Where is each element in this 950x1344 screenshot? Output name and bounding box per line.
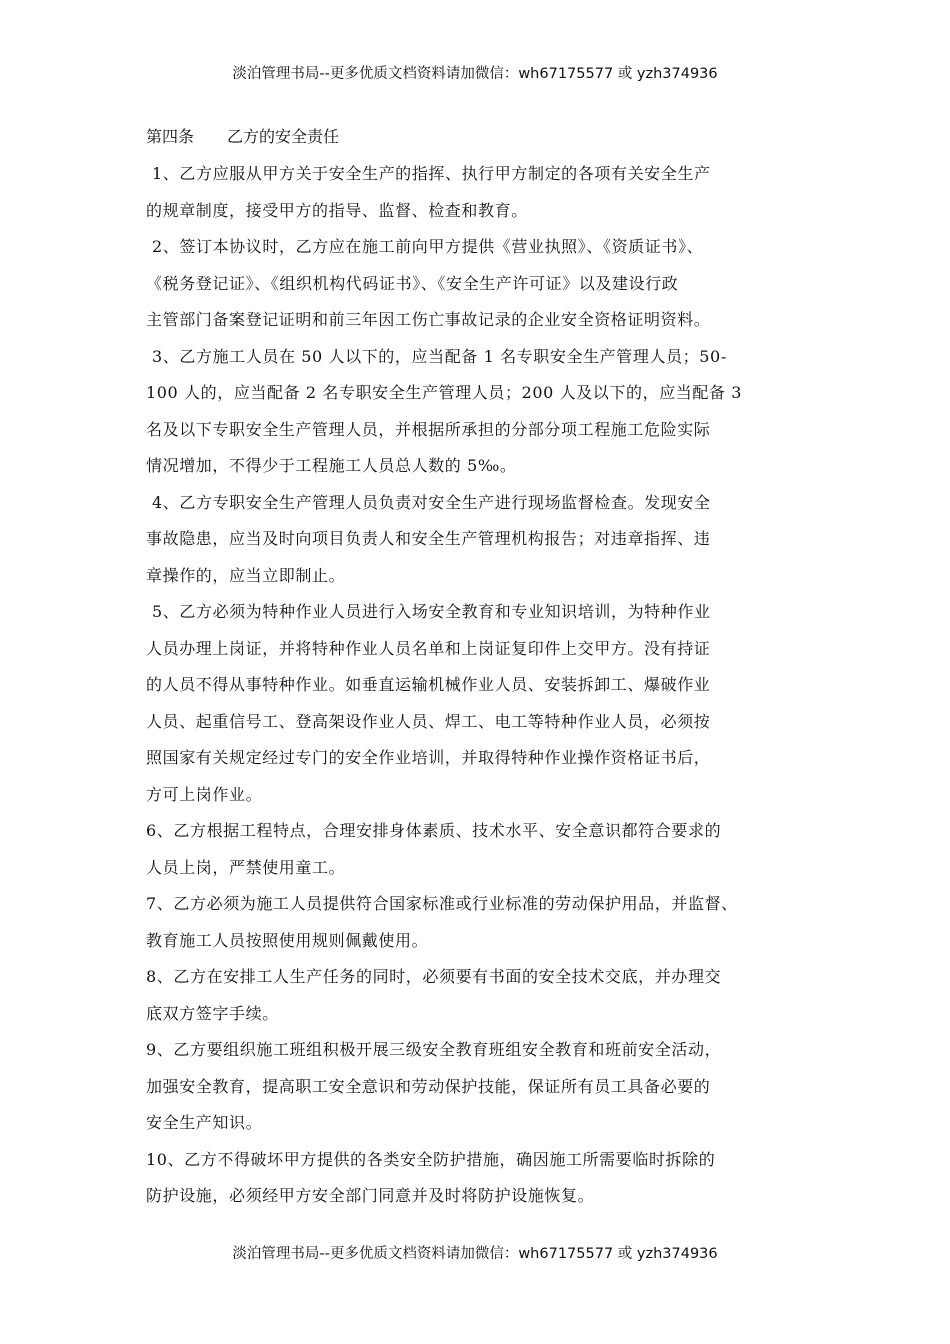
paragraph-line: 6、乙方根据工程特点，合理安排身体素质、技术水平、安全意识都符合要求的	[146, 821, 722, 840]
paragraph-line: 人员、起重信号工、登高架设作业人员、焊工、电工等特种作业人员，必须按	[146, 711, 711, 731]
paragraph-line: 防护设施，必须经甲方安全部门同意并及时将防护设施恢复。	[146, 1186, 595, 1205]
paragraph-line: 5、乙方必须为特种作业人员进行入场安全教育和专业知识培训，为特种作业	[152, 602, 711, 621]
paragraph-line: 3、乙方施工人员在 50 人以下的，应当配备 1 名专职安全生产管理人员；50-	[152, 346, 727, 366]
paragraph-line: 2、签订本协议时，乙方应在施工前向甲方提供《营业执照》、《资质证书》、	[152, 237, 704, 256]
paragraph-line: 的人员不得从事特种作业。如垂直运输机械作业人员、安装拆卸工、爆破作业	[146, 675, 711, 694]
document-body	[146, 123, 824, 1215]
paragraph-line: 人员上岗，严禁使用童工。	[146, 857, 346, 877]
paragraph-line: 章操作的，应当立即制止。	[146, 565, 346, 585]
paragraph-line: 照国家有关规定经过专门的安全作业培训，并取得特种作业操作资格证书后，	[146, 748, 711, 767]
paragraph-line: 100 人的，应当配备 2 名专职安全生产管理人员；200 人及以下的，应当配备 3	[146, 383, 743, 402]
paragraph-line: 安全生产知识。	[146, 1113, 263, 1132]
paragraph-line: 加强安全教育，提高职工安全意识和劳动保护技能，保证所有员工具备必要的	[146, 1076, 711, 1096]
page-footer: 淡泊管理书局--更多优质文档资料请加微信：wh67175577 或 yzh374936	[232, 1246, 718, 1262]
paragraph-line: 主管部门备案登记证明和前三年因工伤亡事故记录的企业安全资格证明资料。	[146, 310, 711, 329]
paragraph-line: 名及以下专职安全生产管理人员，并根据所承担的分部分项工程施工危险实际	[146, 419, 711, 439]
paragraph-line: 4、乙方专职安全生产管理人员负责对安全生产进行现场监督检查。发现安全	[152, 492, 711, 512]
paragraph-line: 9、乙方要组织施工班组积极开展三级安全教育班组安全教育和班前安全活动，	[146, 1040, 722, 1059]
paragraph-line: 的规章制度，接受甲方的指导、监督、检查和教育。	[146, 200, 528, 220]
paragraph-line: 10、乙方不得破坏甲方提供的各类安全防护措施，确因施工所需要临时拆除的	[146, 1149, 716, 1169]
paragraph-line: 《税务登记证》、《组织机构代码证书》、《安全生产许可证》以及建设行政	[146, 273, 679, 293]
paragraph-line: 教育施工人员按照使用规则佩戴使用。	[146, 930, 429, 950]
paragraph-line: 情况增加，不得少于工程施工人员总人数的 5‰。	[146, 456, 517, 475]
section-heading	[146, 123, 824, 151]
paragraph-line: 底双方签字手续。	[146, 1003, 279, 1023]
paragraph-line: 人员办理上岗证，并将特种作业人员名单和上岗证复印件上交甲方。没有持证	[146, 638, 711, 658]
paragraph-line: 1、乙方应服从甲方关于安全生产的指挥、执行甲方制定的各项有关安全生产	[152, 164, 711, 183]
section-number: 第四条	[146, 127, 195, 146]
paragraph-line: 方可上岗作业。	[146, 784, 263, 804]
paragraph-line: 事故隐患，应当及时向项目负责人和安全生产管理机构报告；对违章指挥、违	[146, 529, 711, 548]
paragraph-line: 8、乙方在安排工人生产任务的同时，必须要有书面的安全技术交底，并办理交	[146, 967, 722, 986]
page-header: 淡泊管理书局--更多优质文档资料请加微信：wh67175577 或 yzh374936	[232, 66, 718, 82]
paragraph-line: 7、乙方必须为施工人员提供符合国家标准或行业标准的劳动保护用品，并监督、	[146, 894, 738, 913]
section-title: 乙方的安全责任	[227, 127, 340, 146]
